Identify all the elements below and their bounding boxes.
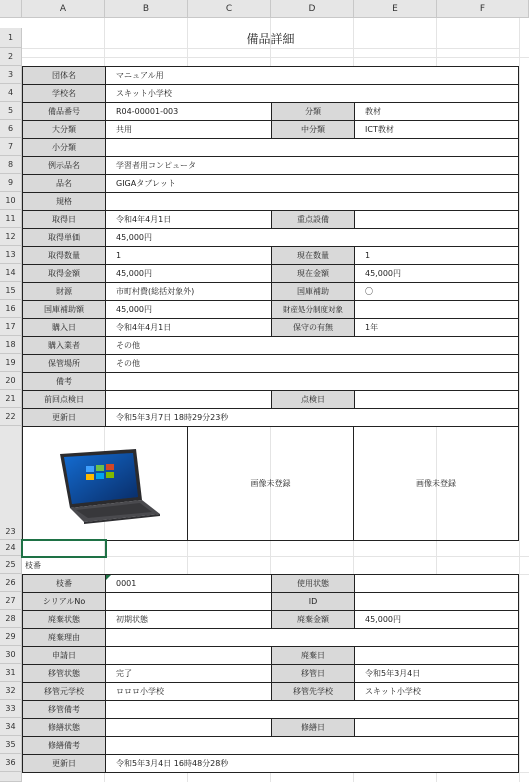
column-header-e[interactable]: E xyxy=(354,0,437,18)
genzai-kingaku-label: 現在金額 xyxy=(271,264,355,283)
zaigen-value[interactable]: 市町村費(総括対象外) xyxy=(105,282,272,301)
page-title: 備品詳細 xyxy=(22,28,519,49)
basho-value[interactable]: その他 xyxy=(105,354,519,373)
shobunrui-value[interactable] xyxy=(105,138,519,157)
row-header[interactable]: 18 xyxy=(0,336,22,354)
tanka-value[interactable]: 45,000円 xyxy=(105,228,519,247)
seigen-value[interactable] xyxy=(354,300,519,319)
haiki-kingaku-label: 廃棄金額 xyxy=(271,610,355,629)
kokko-value[interactable]: 〇 xyxy=(354,282,519,301)
row-header[interactable]: 6 xyxy=(0,120,22,138)
row-header[interactable]: 4 xyxy=(0,84,22,102)
row-header[interactable]: 27 xyxy=(0,592,22,610)
bihin-no-value[interactable]: R04-00001-003 xyxy=(105,102,272,121)
hoshu-label: 保守の有無 xyxy=(271,318,355,337)
row-header[interactable]: 9 xyxy=(0,174,22,192)
row-header[interactable]: 21 xyxy=(0,390,22,408)
kingaku-label: 取得金額 xyxy=(22,264,106,283)
row-header[interactable]: 36 xyxy=(0,754,22,772)
suryo-label: 取得数量 xyxy=(22,246,106,265)
shiyo-label: 使用状態 xyxy=(271,574,355,593)
juten-value[interactable] xyxy=(354,210,519,229)
row-header[interactable]: 7 xyxy=(0,138,22,156)
kokko-label: 国庫補助 xyxy=(271,282,355,301)
genzai-kingaku-value[interactable]: 45,000円 xyxy=(354,264,519,283)
shuzen-bi-value[interactable] xyxy=(354,718,519,737)
kikaku-value[interactable] xyxy=(105,192,519,211)
grid-line xyxy=(22,57,529,58)
select-all-corner[interactable] xyxy=(0,0,22,18)
ikan-biko-value[interactable] xyxy=(105,700,519,719)
tanka-label: 取得単価 xyxy=(22,228,106,247)
juten-label: 重点設備 xyxy=(271,210,355,229)
biko-value[interactable] xyxy=(105,372,519,391)
haiki-kingaku-value[interactable]: 45,000円 xyxy=(354,610,519,629)
id-value[interactable] xyxy=(354,592,519,611)
row-header[interactable] xyxy=(0,772,22,782)
shuzen-jotai-label: 修繕状態 xyxy=(22,718,106,737)
row-header[interactable]: 10 xyxy=(0,192,22,210)
school-label: 学校名 xyxy=(22,84,106,103)
suryo-value[interactable]: 1 xyxy=(105,246,272,265)
grid-line xyxy=(519,18,520,782)
chubunrui-value[interactable]: ICT教材 xyxy=(354,120,519,139)
column-header-c[interactable]: C xyxy=(188,0,271,18)
row-header[interactable]: 13 xyxy=(0,246,22,264)
edaban-value[interactable]: 0001 xyxy=(105,574,272,593)
serial-label: シリアルNo xyxy=(22,592,106,611)
row-header[interactable]: 14 xyxy=(0,264,22,282)
haiki-riyu-label: 廃棄理由 xyxy=(22,628,106,647)
kounyu-bi-value[interactable]: 令和4年4月1日 xyxy=(105,318,272,337)
tenken-label: 点検日 xyxy=(271,390,355,409)
row-header[interactable]: 20 xyxy=(0,372,22,390)
column-header-a[interactable]: A xyxy=(22,0,105,18)
row-header[interactable]: 2 xyxy=(0,48,22,66)
zenkai-value[interactable] xyxy=(105,390,272,409)
ikan-moto-value[interactable]: ロロロ小学校 xyxy=(105,682,272,701)
column-header-b[interactable]: B xyxy=(105,0,188,18)
shuzen-biko-label: 修繕備考 xyxy=(22,736,106,755)
row-header[interactable]: 35 xyxy=(0,736,22,754)
haiki-bi-label: 廃棄日 xyxy=(271,646,355,665)
column-header-f[interactable]: F xyxy=(437,0,529,18)
daibunrui-value[interactable]: 共用 xyxy=(105,120,272,139)
image-slot-3[interactable]: 画像未登録 xyxy=(353,426,519,541)
bunrui-label: 分類 xyxy=(271,102,355,121)
biko-label: 備考 xyxy=(22,372,106,391)
row-header[interactable]: 24 xyxy=(0,540,22,556)
row-header[interactable]: 19 xyxy=(0,354,22,372)
row-header[interactable]: 16 xyxy=(0,300,22,318)
row-header[interactable]: 22 xyxy=(0,408,22,426)
haiki-riyu-value[interactable] xyxy=(105,628,519,647)
edaban-section-label: 枝番 xyxy=(25,560,41,570)
row-header[interactable]: 1 xyxy=(0,28,22,48)
kokko-gaku-value[interactable]: 45,000円 xyxy=(105,300,272,319)
tenken-value[interactable] xyxy=(354,390,519,409)
dantai-label: 団体名 xyxy=(22,66,106,85)
zaigen-label: 財源 xyxy=(22,282,106,301)
row-header[interactable]: 25 xyxy=(0,556,22,574)
genzai-suryo-label: 現在数量 xyxy=(271,246,355,265)
reiji-label: 例示品名 xyxy=(22,156,106,175)
row-header[interactable]: 31 xyxy=(0,664,22,682)
ikan-bi-label: 移管日 xyxy=(271,664,355,683)
gyosha-value[interactable]: その他 xyxy=(105,336,519,355)
shutoku-bi-label: 取得日 xyxy=(22,210,106,229)
reiji-value[interactable]: 学習者用コンピュータ xyxy=(105,156,519,175)
row-header[interactable]: 33 xyxy=(0,700,22,718)
ikan-saki-value[interactable]: スキット小学校 xyxy=(354,682,519,701)
bihin-no-label: 備品番号 xyxy=(22,102,106,121)
row-header[interactable]: 12 xyxy=(0,228,22,246)
kingaku-value[interactable]: 45,000円 xyxy=(105,264,272,283)
ikan-jotai-value[interactable]: 完了 xyxy=(105,664,272,683)
row-header[interactable]: 23 xyxy=(0,426,22,540)
shinsei-label: 申請日 xyxy=(22,646,106,665)
id-label: ID xyxy=(271,592,355,611)
kikaku-label: 規格 xyxy=(22,192,106,211)
kokko-gaku-label: 国庫補助額 xyxy=(22,300,106,319)
ikan-saki-label: 移管先学校 xyxy=(271,682,355,701)
row-header[interactable]: 5 xyxy=(0,102,22,120)
row-header[interactable]: 17 xyxy=(0,318,22,336)
hoshu-value[interactable]: 1年 xyxy=(354,318,519,337)
gyosha-label: 購入業者 xyxy=(22,336,106,355)
shobunrui-label: 小分類 xyxy=(22,138,106,157)
zenkai-label: 前回点検日 xyxy=(22,390,106,409)
row-header[interactable]: 29 xyxy=(0,628,22,646)
haiki-jotai-label: 廃棄状態 xyxy=(22,610,106,629)
dantai-value[interactable]: マニュアル用 xyxy=(105,66,519,85)
ikan-biko-label: 移管備考 xyxy=(22,700,106,719)
bunrui-value[interactable]: 教材 xyxy=(354,102,519,121)
row-header[interactable]: 3 xyxy=(0,66,22,84)
ikan-moto-label: 移管元学校 xyxy=(22,682,106,701)
shuzen-bi-label: 修繕日 xyxy=(271,718,355,737)
kounyu-bi-label: 購入日 xyxy=(22,318,106,337)
image-slot-2[interactable]: 画像未登録 xyxy=(187,426,354,541)
row-header[interactable]: 8 xyxy=(0,156,22,174)
serial-value[interactable] xyxy=(105,592,272,611)
shutoku-bi-value[interactable]: 令和4年4月1日 xyxy=(105,210,272,229)
row-header[interactable]: 26 xyxy=(0,574,22,592)
koshin-value[interactable]: 令和5年3月7日 18時29分23秒 xyxy=(105,408,519,427)
device-image-cell[interactable] xyxy=(22,426,188,541)
row-header[interactable]: 30 xyxy=(0,646,22,664)
ikan-bi-value[interactable]: 令和5年3月4日 xyxy=(354,664,519,683)
active-cell-selection xyxy=(21,539,107,558)
seigen-label: 財産処分制度対象 xyxy=(271,300,355,319)
edaban-koshin-label: 更新日 xyxy=(22,754,106,773)
edaban-koshin-value[interactable]: 令和5年3月4日 16時48分28秒 xyxy=(105,754,519,773)
row-header[interactable]: 28 xyxy=(0,610,22,628)
row-header[interactable]: 34 xyxy=(0,718,22,736)
column-header-d[interactable]: D xyxy=(271,0,354,18)
row-header[interactable]: 15 xyxy=(0,282,22,300)
edaban-label: 枝番 xyxy=(22,574,106,593)
row-header[interactable]: 32 xyxy=(0,682,22,700)
shuzen-biko-value[interactable] xyxy=(105,736,519,755)
haiki-bi-value[interactable] xyxy=(354,646,519,665)
ikan-jotai-label: 移管状態 xyxy=(22,664,106,683)
haiki-jotai-value[interactable]: 初期状態 xyxy=(105,610,272,629)
school-value[interactable]: スキット小学校 xyxy=(105,84,519,103)
shiyo-value[interactable] xyxy=(354,574,519,593)
koshin-label: 更新日 xyxy=(22,408,106,427)
shuzen-jotai-value[interactable] xyxy=(105,718,272,737)
chubunrui-label: 中分類 xyxy=(271,120,355,139)
laptop-photo xyxy=(40,444,170,524)
comment-indicator-icon xyxy=(106,575,111,580)
hinmei-label: 品名 xyxy=(22,174,106,193)
row-header[interactable]: 11 xyxy=(0,210,22,228)
shinsei-value[interactable] xyxy=(105,646,272,665)
daibunrui-label: 大分類 xyxy=(22,120,106,139)
genzai-suryo-value[interactable]: 1 xyxy=(354,246,519,265)
hinmei-value[interactable]: GIGAタブレット xyxy=(105,174,519,193)
basho-label: 保管場所 xyxy=(22,354,106,373)
